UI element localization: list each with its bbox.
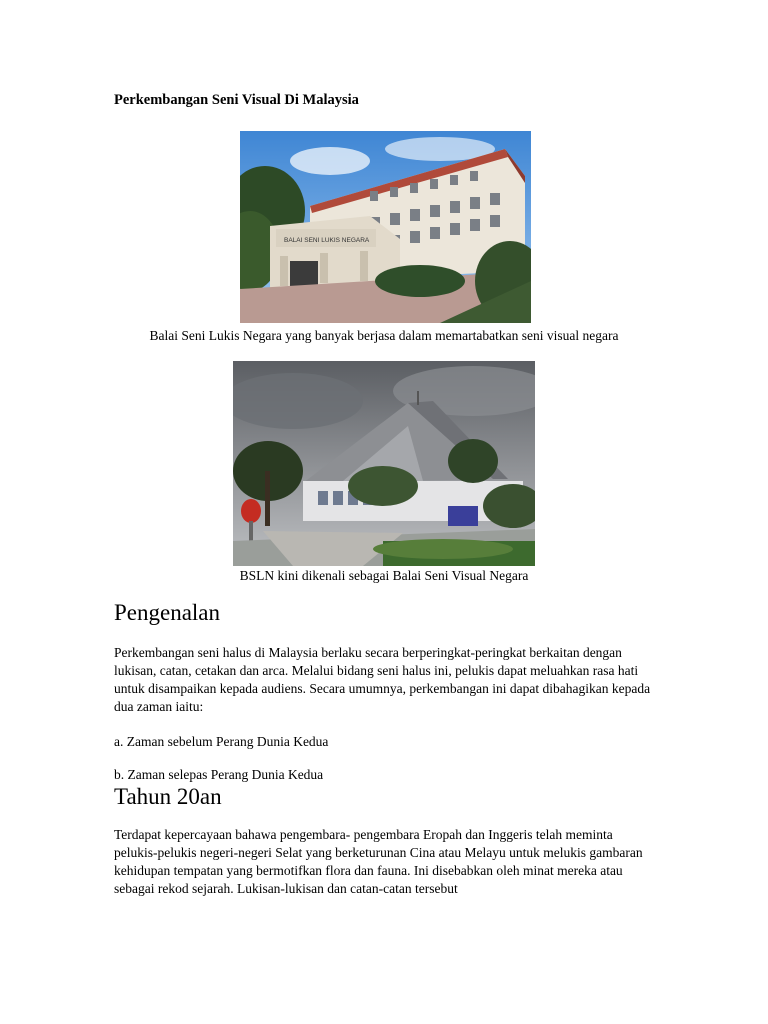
gallery-sign-text: BALAI SENI LUKIS NEGARA <box>284 237 370 244</box>
section-heading: Pengenalan <box>114 600 221 625</box>
gallery-building-photo <box>240 131 531 323</box>
section-heading: Tahun 20an <box>114 784 222 809</box>
section-paragraph: Terdapat kepercayaan bahawa pengembara- pengembara Eropah dan Inggeris telah meminta pelukis-pelukis negeri-negeri Selat yang berketurunan Cina atau Melayu untuk melukis gambaran kehidupan tempatan yang bermotifkan flora dan fauna. Ini disebabkan oleh minat mereka atau sebagai rekod sejarah. Lukisan-lukisan dan catan-catan tersebut <box>114 827 643 896</box>
list-item: b. Zaman selepas Perang Dunia Kedua <box>114 767 324 782</box>
image-caption: Balai Seni Lukis Negara yang banyak berjasa dalam memartabatkan seni visual negara <box>149 328 619 343</box>
document-title: Perkembangan Seni Visual Di Malaysia <box>114 92 359 108</box>
visual-arts-building-photo <box>233 361 535 566</box>
list-item: a. Zaman sebelum Perang Dunia Kedua <box>114 734 329 749</box>
section-paragraph: Perkembangan seni halus di Malaysia berlaku secara berperingkat-peringkat berkaitan dengan lukisan, catan, cetakan dan arca. Melalui bidang seni halus ini, pelukis dapat meluahkan rasa hati untuk disampaikan kepada audiens. Secara umumnya, perkembangan ini dapat dibahagikan kepada dua zaman iaitu: <box>114 645 651 714</box>
image-caption: BSLN kini dikenali sebagai Balai Seni Visual Negara <box>239 568 529 583</box>
